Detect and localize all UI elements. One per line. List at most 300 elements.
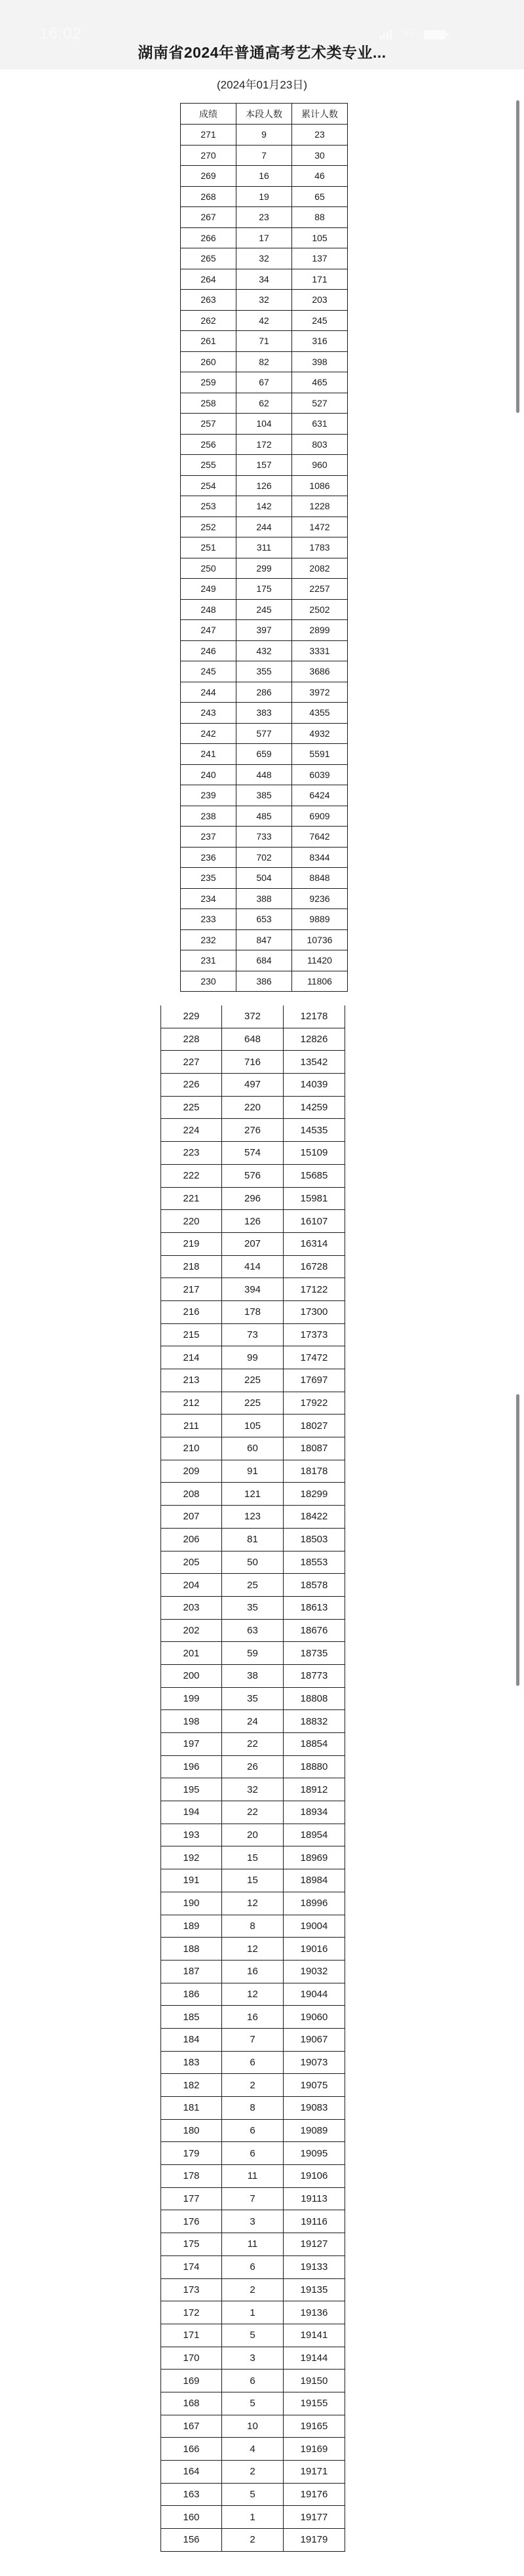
table-row xyxy=(161,1369,345,1392)
cell-score: 198 xyxy=(161,1710,222,1733)
cell-score: 240 xyxy=(181,764,236,785)
cell-cumulative-count: 19171 xyxy=(284,2461,345,2484)
table-row xyxy=(161,1323,345,1346)
cell-score: 177 xyxy=(161,2187,222,2210)
cell-segment-count: 386 xyxy=(236,971,292,992)
table-row xyxy=(161,1619,345,1642)
cell-score: 174 xyxy=(161,2255,222,2278)
cell-cumulative-count: 3686 xyxy=(292,661,348,682)
cell-cumulative-count: 2082 xyxy=(292,558,348,579)
cell-score: 248 xyxy=(181,599,236,620)
table-row xyxy=(161,2233,345,2256)
table-row xyxy=(161,1915,345,1938)
cell-segment-count: 6 xyxy=(222,2119,284,2142)
cell-segment-count: 385 xyxy=(236,785,292,806)
cell-cumulative-count: 4932 xyxy=(292,723,348,744)
table-row xyxy=(181,806,348,827)
table-row xyxy=(181,145,348,166)
cell-score: 261 xyxy=(181,331,236,352)
scrollbar-indicator-top[interactable] xyxy=(516,100,519,413)
cell-cumulative-count: 18912 xyxy=(284,1778,345,1801)
score-table-part1 xyxy=(180,103,348,992)
cell-cumulative-count: 6039 xyxy=(292,764,348,785)
cell-cumulative-count: 17472 xyxy=(284,1346,345,1369)
cell-score: 258 xyxy=(181,393,236,414)
cell-segment-count: 653 xyxy=(236,909,292,930)
cell-score: 168 xyxy=(161,2392,222,2415)
cell-cumulative-count: 19106 xyxy=(284,2165,345,2188)
cell-cumulative-count: 18832 xyxy=(284,1710,345,1733)
cell-segment-count: 296 xyxy=(222,1187,284,1210)
table-row xyxy=(161,2301,345,2324)
cell-score: 196 xyxy=(161,1755,222,1778)
cell-cumulative-count: 13542 xyxy=(284,1051,345,1074)
table-row xyxy=(161,1051,345,1074)
cell-cumulative-count: 19073 xyxy=(284,2051,345,2074)
table-row xyxy=(181,517,348,537)
signal-bars-icon xyxy=(380,29,392,39)
cell-score: 221 xyxy=(161,1187,222,1210)
cell-segment-count: 388 xyxy=(236,888,292,909)
cell-cumulative-count: 46 xyxy=(292,166,348,187)
cell-score: 167 xyxy=(161,2415,222,2438)
cell-cumulative-count: 8848 xyxy=(292,868,348,889)
table-row xyxy=(161,1710,345,1733)
cell-cumulative-count: 465 xyxy=(292,372,348,393)
cell-segment-count: 26 xyxy=(222,1755,284,1778)
cell-score: 260 xyxy=(181,351,236,372)
table-row xyxy=(161,2278,345,2301)
cell-score: 205 xyxy=(161,1551,222,1574)
cell-segment-count: 142 xyxy=(236,496,292,517)
cell-cumulative-count: 16728 xyxy=(284,1255,345,1278)
cell-segment-count: 11 xyxy=(222,2165,284,2188)
cell-cumulative-count: 19075 xyxy=(284,2074,345,2097)
cell-score: 267 xyxy=(181,207,236,228)
cell-segment-count: 67 xyxy=(236,372,292,393)
cell-segment-count: 6 xyxy=(222,2051,284,2074)
table-row xyxy=(161,1028,345,1051)
cell-score: 201 xyxy=(161,1642,222,1665)
table-row xyxy=(181,640,348,661)
table-row xyxy=(161,1096,345,1119)
cell-segment-count: 6 xyxy=(222,2370,284,2392)
cell-score: 180 xyxy=(161,2119,222,2142)
table-row xyxy=(181,227,348,248)
cell-score: 247 xyxy=(181,620,236,641)
cell-segment-count: 574 xyxy=(222,1142,284,1165)
table-row xyxy=(181,166,348,187)
cell-segment-count: 19 xyxy=(236,186,292,207)
cell-score: 250 xyxy=(181,558,236,579)
cell-segment-count: 2 xyxy=(222,2278,284,2301)
cell-cumulative-count: 19067 xyxy=(284,2028,345,2051)
cell-score: 259 xyxy=(181,372,236,393)
battery-icon xyxy=(424,30,446,39)
cell-segment-count: 178 xyxy=(222,1300,284,1323)
cell-cumulative-count: 18027 xyxy=(284,1415,345,1437)
scrollbar-indicator[interactable] xyxy=(516,1394,519,1686)
cell-score: 183 xyxy=(161,2051,222,2074)
cell-cumulative-count: 19176 xyxy=(284,2483,345,2506)
cell-score: 192 xyxy=(161,1846,222,1869)
cell-segment-count: 648 xyxy=(222,1028,284,1051)
table-row xyxy=(161,1574,345,1597)
table-row xyxy=(181,248,348,269)
column-header-segment-count: 本段人数 xyxy=(236,104,292,125)
table-row xyxy=(181,475,348,496)
page-title: 湖南省2024年普通高考艺术类专业... xyxy=(138,44,386,61)
cell-segment-count: 35 xyxy=(222,1687,284,1710)
cell-score: 244 xyxy=(181,682,236,703)
table-row xyxy=(181,744,348,765)
table-row xyxy=(161,1005,345,1028)
cell-score: 233 xyxy=(181,909,236,930)
cell-segment-count: 172 xyxy=(236,434,292,455)
cell-cumulative-count: 19032 xyxy=(284,1960,345,1983)
cell-cumulative-count: 19089 xyxy=(284,2119,345,2142)
cell-segment-count: 12 xyxy=(222,1938,284,1961)
table-row xyxy=(161,1460,345,1483)
table-row xyxy=(161,1164,345,1187)
cell-cumulative-count: 19004 xyxy=(284,1915,345,1938)
cell-cumulative-count: 18969 xyxy=(284,1846,345,1869)
cell-segment-count: 6 xyxy=(222,2255,284,2278)
cell-score: 182 xyxy=(161,2074,222,2097)
cell-segment-count: 157 xyxy=(236,455,292,476)
cell-score: 208 xyxy=(161,1483,222,1506)
table-row xyxy=(181,950,348,971)
table-row xyxy=(181,269,348,290)
cell-cumulative-count: 11420 xyxy=(292,950,348,971)
table-row xyxy=(181,351,348,372)
cell-cumulative-count: 18954 xyxy=(284,1824,345,1846)
cell-score: 238 xyxy=(181,806,236,827)
table-row xyxy=(181,661,348,682)
table-row xyxy=(161,1755,345,1778)
column-header-cumulative-count: 累计人数 xyxy=(292,104,348,125)
cell-segment-count: 733 xyxy=(236,827,292,848)
cell-segment-count: 576 xyxy=(222,1164,284,1187)
table-row xyxy=(181,455,348,476)
table-row xyxy=(181,764,348,785)
cell-segment-count: 485 xyxy=(236,806,292,827)
cell-score: 268 xyxy=(181,186,236,207)
cell-segment-count: 32 xyxy=(236,290,292,311)
cell-score: 227 xyxy=(161,1051,222,1074)
table-row xyxy=(181,723,348,744)
cell-score: 266 xyxy=(181,227,236,248)
cell-segment-count: 71 xyxy=(236,331,292,352)
cell-segment-count: 394 xyxy=(222,1278,284,1301)
cell-cumulative-count: 9889 xyxy=(292,909,348,930)
cell-score: 175 xyxy=(161,2233,222,2256)
cell-score: 164 xyxy=(161,2461,222,2484)
cell-segment-count: 105 xyxy=(222,1415,284,1437)
cell-cumulative-count: 960 xyxy=(292,455,348,476)
score-table-part2 xyxy=(160,1005,345,2552)
table-row xyxy=(161,1528,345,1551)
cell-segment-count: 20 xyxy=(222,1824,284,1846)
cell-segment-count: 299 xyxy=(236,558,292,579)
cell-segment-count: 1 xyxy=(222,2506,284,2529)
status-time: 16:02 xyxy=(39,25,83,43)
cell-segment-count: 8 xyxy=(222,1915,284,1938)
cell-segment-count: 504 xyxy=(236,868,292,889)
cell-cumulative-count: 18880 xyxy=(284,1755,345,1778)
cell-score: 217 xyxy=(161,1278,222,1301)
cell-cumulative-count: 19136 xyxy=(284,2301,345,2324)
cell-score: 204 xyxy=(161,1574,222,1597)
cell-segment-count: 659 xyxy=(236,744,292,765)
cell-score: 166 xyxy=(161,2438,222,2461)
cell-segment-count: 225 xyxy=(222,1369,284,1392)
table-row xyxy=(161,1119,345,1142)
cell-cumulative-count: 6424 xyxy=(292,785,348,806)
cell-score: 237 xyxy=(181,827,236,848)
cell-score: 184 xyxy=(161,2028,222,2051)
cell-segment-count: 5 xyxy=(222,2392,284,2415)
cell-cumulative-count: 18503 xyxy=(284,1528,345,1551)
table-row xyxy=(181,537,348,558)
table-row xyxy=(181,207,348,228)
cell-score: 179 xyxy=(161,2142,222,2165)
table-row xyxy=(181,971,348,992)
table-row xyxy=(161,1733,345,1756)
cell-segment-count: 220 xyxy=(222,1096,284,1119)
cell-score: 257 xyxy=(181,414,236,435)
cell-cumulative-count: 17922 xyxy=(284,1392,345,1415)
cell-score: 254 xyxy=(181,475,236,496)
cell-cumulative-count: 19144 xyxy=(284,2347,345,2370)
cell-cumulative-count: 105 xyxy=(292,227,348,248)
cell-segment-count: 1 xyxy=(222,2301,284,2324)
table-row xyxy=(181,827,348,848)
cell-cumulative-count: 16107 xyxy=(284,1210,345,1233)
table-row xyxy=(161,1778,345,1801)
table-row xyxy=(161,1415,345,1437)
cell-cumulative-count: 18854 xyxy=(284,1733,345,1756)
cell-segment-count: 126 xyxy=(222,1210,284,1233)
table-row xyxy=(161,1278,345,1301)
cell-cumulative-count: 631 xyxy=(292,414,348,435)
cell-score: 239 xyxy=(181,785,236,806)
cell-score: 200 xyxy=(161,1664,222,1687)
cell-segment-count: 397 xyxy=(236,620,292,641)
cell-score: 172 xyxy=(161,2301,222,2324)
cell-segment-count: 5 xyxy=(222,2324,284,2347)
cell-cumulative-count: 18087 xyxy=(284,1437,345,1460)
cell-cumulative-count: 245 xyxy=(292,310,348,331)
cell-score: 215 xyxy=(161,1323,222,1346)
cell-segment-count: 12 xyxy=(222,1892,284,1915)
cell-score: 256 xyxy=(181,434,236,455)
cell-score: 178 xyxy=(161,2165,222,2188)
cell-segment-count: 34 xyxy=(236,269,292,290)
cell-score: 169 xyxy=(161,2370,222,2392)
table-row xyxy=(161,1300,345,1323)
cell-cumulative-count: 19150 xyxy=(284,2370,345,2392)
cell-score: 245 xyxy=(181,661,236,682)
table-row xyxy=(161,1983,345,2006)
cell-score: 193 xyxy=(161,1824,222,1846)
cell-cumulative-count: 527 xyxy=(292,393,348,414)
cell-cumulative-count: 19135 xyxy=(284,2278,345,2301)
cell-segment-count: 6 xyxy=(222,2142,284,2165)
cell-cumulative-count: 2899 xyxy=(292,620,348,641)
cell-cumulative-count: 19083 xyxy=(284,2097,345,2120)
cell-segment-count: 372 xyxy=(222,1005,284,1028)
cell-score: 255 xyxy=(181,455,236,476)
cell-segment-count: 15 xyxy=(222,1846,284,1869)
cell-segment-count: 10 xyxy=(222,2415,284,2438)
cell-score: 218 xyxy=(161,1255,222,1278)
cell-score: 263 xyxy=(181,290,236,311)
cell-segment-count: 3 xyxy=(222,2347,284,2370)
cell-cumulative-count: 5591 xyxy=(292,744,348,765)
cell-segment-count: 175 xyxy=(236,579,292,600)
cell-segment-count: 716 xyxy=(222,1051,284,1074)
cell-score: 220 xyxy=(161,1210,222,1233)
cell-score: 189 xyxy=(161,1915,222,1938)
cell-score: 265 xyxy=(181,248,236,269)
cell-segment-count: 847 xyxy=(236,929,292,950)
cell-segment-count: 81 xyxy=(222,1528,284,1551)
cell-segment-count: 2 xyxy=(222,2461,284,2484)
cell-cumulative-count: 19177 xyxy=(284,2506,345,2529)
cell-segment-count: 17 xyxy=(236,227,292,248)
table-row xyxy=(161,2370,345,2392)
cell-score: 231 xyxy=(181,950,236,971)
cell-score: 252 xyxy=(181,517,236,537)
cell-segment-count: 245 xyxy=(236,599,292,620)
cell-cumulative-count: 18773 xyxy=(284,1664,345,1687)
cell-segment-count: 121 xyxy=(222,1483,284,1506)
cell-cumulative-count: 9236 xyxy=(292,888,348,909)
cell-cumulative-count: 12826 xyxy=(284,1028,345,1051)
cell-score: 171 xyxy=(161,2324,222,2347)
table-row xyxy=(161,2097,345,2120)
table-row xyxy=(161,1232,345,1255)
cell-cumulative-count: 2502 xyxy=(292,599,348,620)
cell-segment-count: 123 xyxy=(222,1506,284,1529)
cell-segment-count: 15 xyxy=(222,1869,284,1892)
status-icons xyxy=(380,28,446,39)
cell-score: 264 xyxy=(181,269,236,290)
cell-cumulative-count: 7642 xyxy=(292,827,348,848)
table-row xyxy=(161,2051,345,2074)
cell-score: 185 xyxy=(161,2006,222,2029)
table-row xyxy=(161,1074,345,1097)
cell-cumulative-count: 19044 xyxy=(284,1983,345,2006)
cell-score: 235 xyxy=(181,868,236,889)
table-row xyxy=(161,1687,345,1710)
table-row xyxy=(161,1596,345,1619)
cell-segment-count: 7 xyxy=(222,2187,284,2210)
cell-score: 230 xyxy=(181,971,236,992)
table-row xyxy=(161,1346,345,1369)
cell-score: 187 xyxy=(161,1960,222,1983)
table-row xyxy=(161,1892,345,1915)
table-row xyxy=(161,1506,345,1529)
cell-score: 223 xyxy=(161,1142,222,1165)
cell-segment-count: 63 xyxy=(222,1619,284,1642)
cell-cumulative-count: 19127 xyxy=(284,2233,345,2256)
cell-score: 206 xyxy=(161,1528,222,1551)
cell-cumulative-count: 23 xyxy=(292,125,348,146)
cell-segment-count: 244 xyxy=(236,517,292,537)
cell-segment-count: 16 xyxy=(222,2006,284,2029)
cell-cumulative-count: 18735 xyxy=(284,1642,345,1665)
table-row xyxy=(181,579,348,600)
cell-cumulative-count: 18578 xyxy=(284,1574,345,1597)
table-row xyxy=(161,2415,345,2438)
cell-cumulative-count: 6909 xyxy=(292,806,348,827)
cell-segment-count: 4 xyxy=(222,2438,284,2461)
table-row xyxy=(181,186,348,207)
cell-cumulative-count: 10736 xyxy=(292,929,348,950)
cell-score: 211 xyxy=(161,1415,222,1437)
cell-cumulative-count: 15109 xyxy=(284,1142,345,1165)
cell-cumulative-count: 19133 xyxy=(284,2255,345,2278)
cell-cumulative-count: 19060 xyxy=(284,2006,345,2029)
cell-score: 269 xyxy=(181,166,236,187)
cell-score: 225 xyxy=(161,1096,222,1119)
table-row xyxy=(161,2074,345,2097)
cell-score: 270 xyxy=(181,145,236,166)
cell-segment-count: 62 xyxy=(236,393,292,414)
cell-cumulative-count: 1783 xyxy=(292,537,348,558)
cell-segment-count: 16 xyxy=(222,1960,284,1983)
cell-cumulative-count: 17122 xyxy=(284,1278,345,1301)
cell-score: 232 xyxy=(181,929,236,950)
cell-segment-count: 9 xyxy=(236,125,292,146)
cell-cumulative-count: 19165 xyxy=(284,2415,345,2438)
table-row xyxy=(161,2165,345,2188)
cell-cumulative-count: 137 xyxy=(292,248,348,269)
cell-score: 181 xyxy=(161,2097,222,2120)
network-type: 5G xyxy=(401,28,415,39)
table-row xyxy=(161,1392,345,1415)
cell-segment-count: 32 xyxy=(222,1778,284,1801)
cell-segment-count: 702 xyxy=(236,847,292,868)
cell-score: 156 xyxy=(161,2529,222,2552)
column-header-score: 成绩 xyxy=(181,104,236,125)
cell-segment-count: 60 xyxy=(222,1437,284,1460)
cell-cumulative-count: 19141 xyxy=(284,2324,345,2347)
cell-segment-count: 311 xyxy=(236,537,292,558)
cell-score: 213 xyxy=(161,1369,222,1392)
table-row xyxy=(181,125,348,146)
cell-score: 186 xyxy=(161,1983,222,2006)
cell-segment-count: 82 xyxy=(236,351,292,372)
cell-cumulative-count: 203 xyxy=(292,290,348,311)
cell-score: 234 xyxy=(181,888,236,909)
cell-cumulative-count: 19155 xyxy=(284,2392,345,2415)
cell-segment-count: 448 xyxy=(236,764,292,785)
cell-score: 241 xyxy=(181,744,236,765)
table-row xyxy=(161,1210,345,1233)
cell-cumulative-count: 17300 xyxy=(284,1300,345,1323)
cell-cumulative-count: 2257 xyxy=(292,579,348,600)
cell-score: 195 xyxy=(161,1778,222,1801)
cell-cumulative-count: 803 xyxy=(292,434,348,455)
cell-segment-count: 7 xyxy=(222,2028,284,2051)
document-date: (2024年01月23日) xyxy=(217,79,307,91)
table-row xyxy=(181,599,348,620)
cell-cumulative-count: 17373 xyxy=(284,1323,345,1346)
cell-segment-count: 12 xyxy=(222,1983,284,2006)
